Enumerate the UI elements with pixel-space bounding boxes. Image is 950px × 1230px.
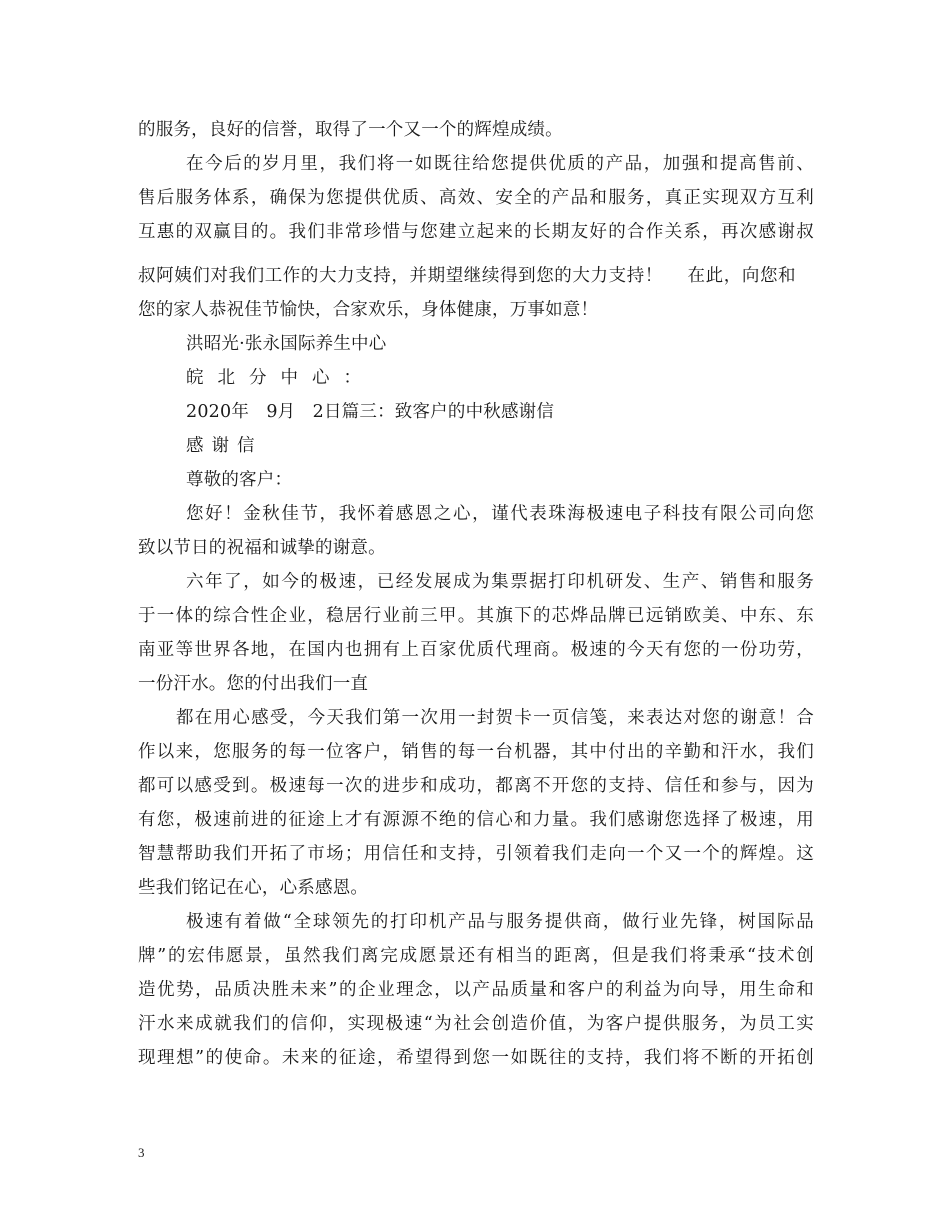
branch-name: 皖北分中心：	[186, 368, 375, 388]
text-line: 互惠的双赢目的。我们非常珍惜与您建立起来的长期友好的合作关系，再次感谢叔	[138, 222, 814, 242]
text-line: 有您，极速前进的征途上才有源源不绝的信心和力量。我们感谢您选择了极速，用	[138, 810, 814, 830]
text-line: 现理想”的使命。未来的征途，希望得到您一如既往的支持，我们将不断的开拓创	[138, 1048, 814, 1068]
page-number: 3	[138, 1145, 145, 1160]
text-line: 些我们铭记在心，心系感恩。	[138, 878, 369, 898]
text-line: 极速有着做“全球领先的打印机产品与服务提供商，做行业先锋，树国际品	[186, 912, 814, 932]
text-line: 您好！金秋佳节，我怀着感恩之心，谨代表珠海极速电子科技有限公司向您	[186, 504, 814, 524]
text-line: 您的家人恭祝佳节愉快，合家欢乐，身体健康，万事如意！	[138, 300, 599, 320]
salutation: 尊敬的客户：	[186, 470, 293, 490]
text-line: 都可以感受到。极速每一次的进步和成功，都离不开您的支持、信任和参与，因为	[138, 776, 814, 796]
text-line: 牌”的宏伟愿景，虽然我们离完成愿景还有相当的距离，但是我们将秉承“技术创	[138, 946, 814, 966]
text-line: 六年了，如今的极速，已经发展成为集票据打印机研发、生产、销售和服务	[186, 572, 814, 592]
text-line: 叔阿姨们对我们工作的大力支持，并期望继续得到您的大力支持！ 在此，向您和	[138, 266, 797, 286]
text-line: 于一体的综合性企业，稳居行业前三甲。其旗下的芯烨品牌已远销欧美、中东、东	[138, 606, 814, 626]
text-line: 造优势，品质决胜未来”的企业理念，以产品质量和客户的利益为向导，用生命和	[138, 980, 814, 1000]
text-line: 致以节日的祝福和诚挚的谢意。	[138, 538, 386, 558]
text-line: 汗水来成就我们的信仰，实现极速“为社会创造价值，为客户提供服务，为员工实	[138, 1014, 814, 1034]
text-line: 的服务，良好的信誉，取得了一个又一个的辉煌成绩。	[138, 120, 563, 140]
organization-name: 洪昭光·张永国际养生中心	[186, 334, 387, 354]
text-line: 一份汗水。您的付出我们一直	[138, 674, 369, 694]
text-line: 都在用心感受，今天我们第一次用一封贺卡一页信笺，来表达对您的谢意！合	[176, 708, 814, 728]
text-line: 南亚等世界各地，在国内也拥有上百家优质代理商。极速的今天有您的一份功劳，	[138, 640, 814, 660]
letter-title: 感谢信	[186, 436, 263, 456]
text-line: 作以来，您服务的每一位客户，销售的每一台机器，其中付出的辛勤和汗水，我们	[138, 742, 814, 762]
text-line: 售后服务体系，确保为您提供优质、高效、安全的产品和服务，真正实现双方互利	[138, 188, 814, 208]
text-line: 在今后的岁月里，我们将一如既往给您提供优质的产品，加强和提高售前、	[186, 154, 814, 174]
text-line: 智慧帮助我们开拓了市场；用信任和支持，引领着我们走向一个又一个的辉煌。这	[138, 844, 814, 864]
date-and-section-title: 2020年 9月 2日篇三：致客户的中秋感谢信	[186, 402, 555, 422]
